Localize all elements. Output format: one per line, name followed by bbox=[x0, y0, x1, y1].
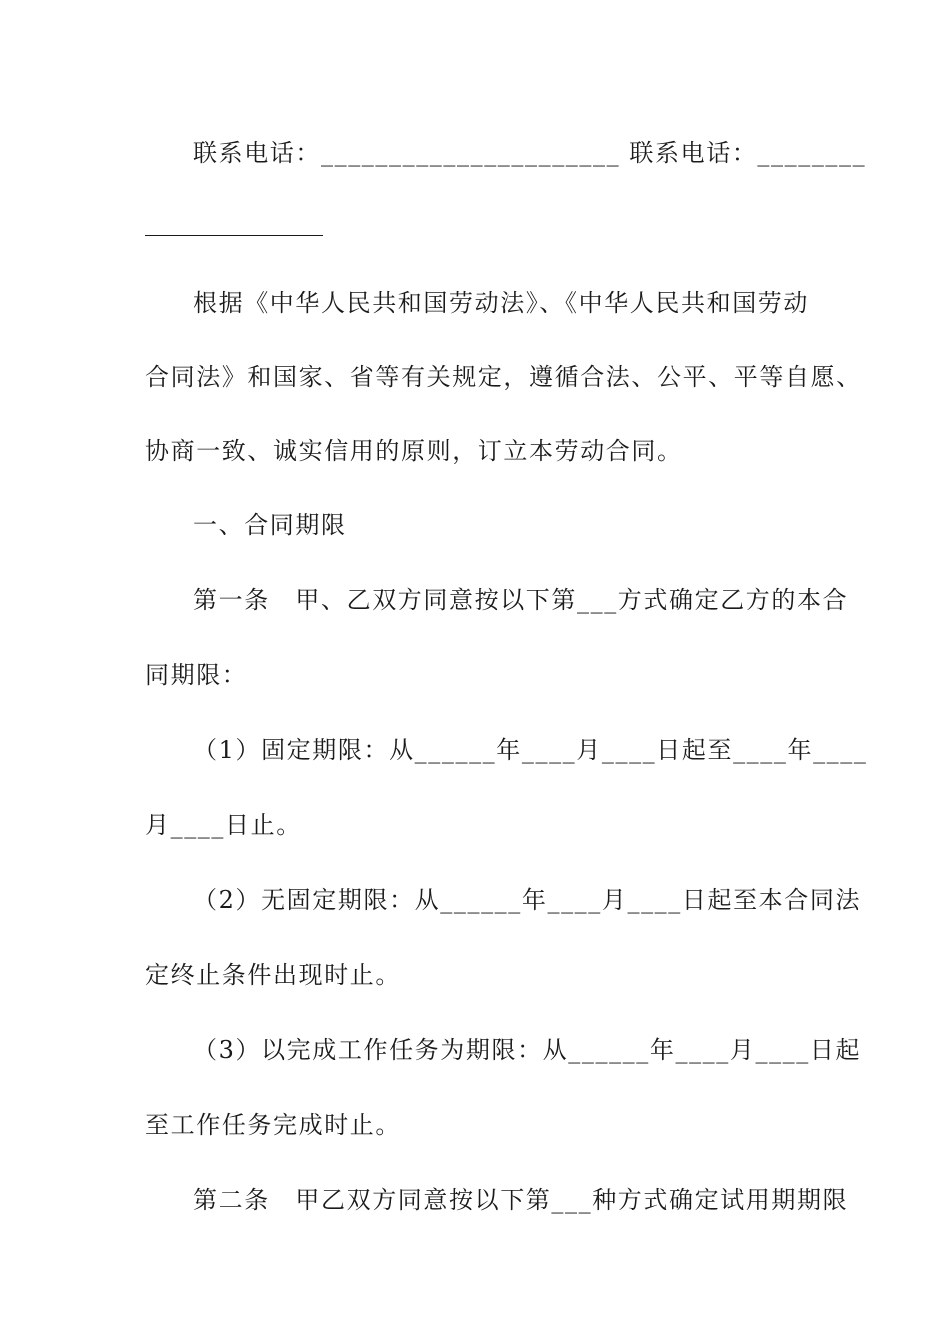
option-line: 月____日止。 bbox=[145, 811, 302, 839]
paragraph-line: 根据《中华人民共和国劳动法》、《中华人民共和国劳动 bbox=[193, 289, 809, 317]
option-line: 至工作任务完成时止。 bbox=[145, 1111, 401, 1139]
option-line: 定终止条件出现时止。 bbox=[145, 961, 401, 989]
article-line: 同期限： bbox=[145, 661, 248, 689]
option-line: （2）无固定期限：从______年____月____日起至本合同法 bbox=[193, 886, 862, 914]
contact-phone-line: 联系电话：______________________ 联系电话：________ bbox=[193, 139, 867, 167]
article-line: 第一条 甲、乙双方同意按以下第___方式确定乙方的本合 bbox=[193, 586, 849, 614]
option-line: （3）以完成工作任务为期限：从______年____月____日起 bbox=[193, 1036, 862, 1064]
option-line: （1）固定期限：从______年____月____日起至____年____ bbox=[193, 736, 868, 764]
article-line: 第二条 甲乙双方同意按以下第___种方式确定试用期期限 bbox=[193, 1186, 849, 1214]
paragraph-line: 协商一致、诚实信用的原则，订立本劳动合同。 bbox=[145, 437, 683, 465]
phone-blank-continuation bbox=[145, 235, 323, 236]
paragraph-line: 合同法》和国家、省等有关规定，遵循合法、公平、平等自愿、 bbox=[145, 363, 862, 391]
section-heading: 一、合同期限 bbox=[193, 511, 347, 539]
